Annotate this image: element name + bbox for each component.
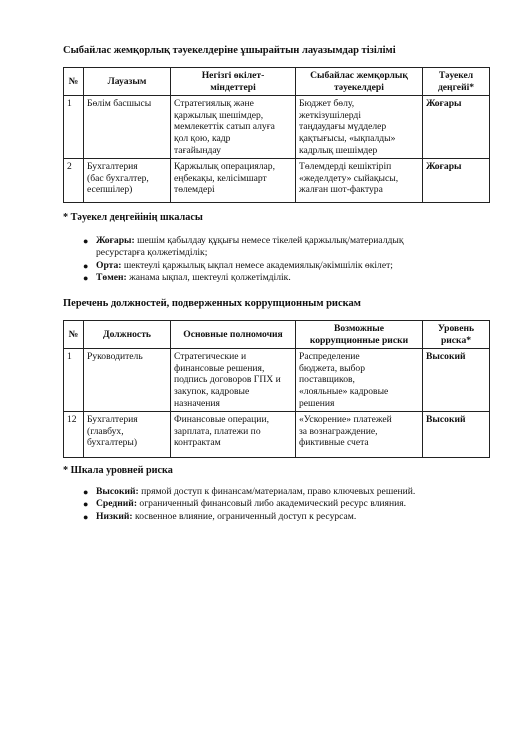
row-risks: Распределение бюджета, выбор поставщиков, «лояльные» кадровые решения xyxy=(296,349,423,412)
ru-col-duties: Основные полномочия xyxy=(171,321,296,349)
scale-level-text: косвенное влияние, ограниченный доступ к ресурсам. xyxy=(132,510,357,522)
ru-table-title: Перечень должностей, подверженных коррупционным рискам xyxy=(63,298,361,309)
table-row xyxy=(64,412,490,458)
kz-scale-list xyxy=(82,235,502,285)
kz-col-level: Тәуекел деңгейі* xyxy=(423,68,490,96)
scale-level-text: шешім қабылдау құқығы немесе тікелей қаржылық/материалдық ресурстарға қолжетімділік; xyxy=(96,235,404,259)
row-position: Руководитель xyxy=(84,349,171,412)
row-duties: Стратегиялық және қаржылық шешімдер, мемлекеттік сатып алуға қол қою, кадр тағайындау xyxy=(171,96,296,159)
bullet-icon: ● xyxy=(83,260,89,271)
scale-level-label: Низкий: xyxy=(96,510,133,522)
kz-col-risks: Сыбайлас жемқорлық тәуекелдері xyxy=(296,68,423,96)
ru-scale-list xyxy=(82,486,502,523)
row-risks: Төлемдерді кешіктіріп «жеделдету» сыйақысы, жалған шот-фактура xyxy=(296,159,423,203)
table-row xyxy=(64,96,490,159)
row-num: 2 xyxy=(64,159,84,203)
list-item xyxy=(82,498,502,510)
row-level: Высокий xyxy=(423,349,490,412)
ru-col-position: Должность xyxy=(84,321,171,349)
scale-level-text: прямой доступ к финансам/материалам, право ключевых решений. xyxy=(138,486,416,497)
ru-table-header-row xyxy=(64,321,490,349)
scale-level-text: ограниченный финансовый либо академический ресурс влияния. xyxy=(137,498,407,510)
bullet-icon: ● xyxy=(83,511,89,522)
kz-table-header-row xyxy=(64,68,490,96)
scale-level-label: Жоғары: xyxy=(96,235,135,246)
kz-risk-table xyxy=(63,67,490,203)
list-item xyxy=(82,486,502,498)
scale-level-label: Средний: xyxy=(96,498,138,510)
list-item xyxy=(82,260,502,272)
scale-level-text: жанама ықпал, шектеулі қолжетімділік. xyxy=(126,272,291,284)
scale-level-label: Орта: xyxy=(96,259,122,271)
row-num: 12 xyxy=(64,412,84,458)
row-num: 1 xyxy=(64,96,84,159)
ru-scale-title: * Шкала уровней риска xyxy=(63,465,173,476)
ru-col-risks: Возможные коррупционные риски xyxy=(296,321,423,349)
list-item xyxy=(82,511,502,523)
kz-col-num: № xyxy=(64,68,84,96)
kz-col-position: Лауазым xyxy=(84,68,171,96)
row-position: Бөлім басшысы xyxy=(84,96,171,159)
bullet-icon: ● xyxy=(83,499,89,510)
kz-col-duties: Негізгі өкілет- міндеттері xyxy=(171,68,296,96)
table-row xyxy=(64,349,490,412)
table-row xyxy=(64,159,490,203)
ru-risk-table xyxy=(63,320,490,458)
kz-table-title: Сыбайлас жемқорлық тәуекелдеріне ұшырайтын лауазымдар тізілімі xyxy=(63,45,396,56)
row-risks: «Ускорение» платежей за вознаграждение, фиктивные счета xyxy=(296,412,423,458)
row-duties: Қаржылық операциялар, еңбекақы, келісімшарт төлемдері xyxy=(171,159,296,203)
bullet-icon: ● xyxy=(83,487,89,497)
scale-level-label: Высокий: xyxy=(96,486,139,497)
scale-level-label: Төмен: xyxy=(96,272,127,284)
row-position: Бухгалтерия (бас бухгалтер, есепшілер) xyxy=(84,159,171,203)
bullet-icon: ● xyxy=(83,273,89,284)
row-num: 1 xyxy=(64,349,84,412)
ru-col-level: Уровень риска* xyxy=(423,321,490,349)
row-risks: Бюджет бөлу, жеткізушілерді таңдаудағы мүдделер қақтығысы, «ықпалды» кадрлық шешімдер xyxy=(296,96,423,159)
list-item xyxy=(82,272,502,284)
scale-level-text: шектеулі қаржылық ықпал немесе академиялық/әкімшілік өкілет; xyxy=(121,259,393,271)
row-duties: Стратегические и финансовые решения, подпись договоров ГПХ и закупок, кадровые назначения xyxy=(171,349,296,412)
ru-col-num: № xyxy=(64,321,84,349)
list-item xyxy=(82,235,502,260)
row-level: Жоғары xyxy=(423,159,490,203)
row-position: Бухгалтерия (главбух, бухгалтеры) xyxy=(84,412,171,458)
row-duties: Финансовые операции, зарплата, платежи по контрактам xyxy=(171,412,296,458)
kz-scale-title: * Тәуекел деңгейінің шкаласы xyxy=(63,212,203,223)
bullet-icon: ● xyxy=(83,236,89,246)
row-level: Высокий xyxy=(423,412,490,458)
row-level: Жоғары xyxy=(423,96,490,159)
